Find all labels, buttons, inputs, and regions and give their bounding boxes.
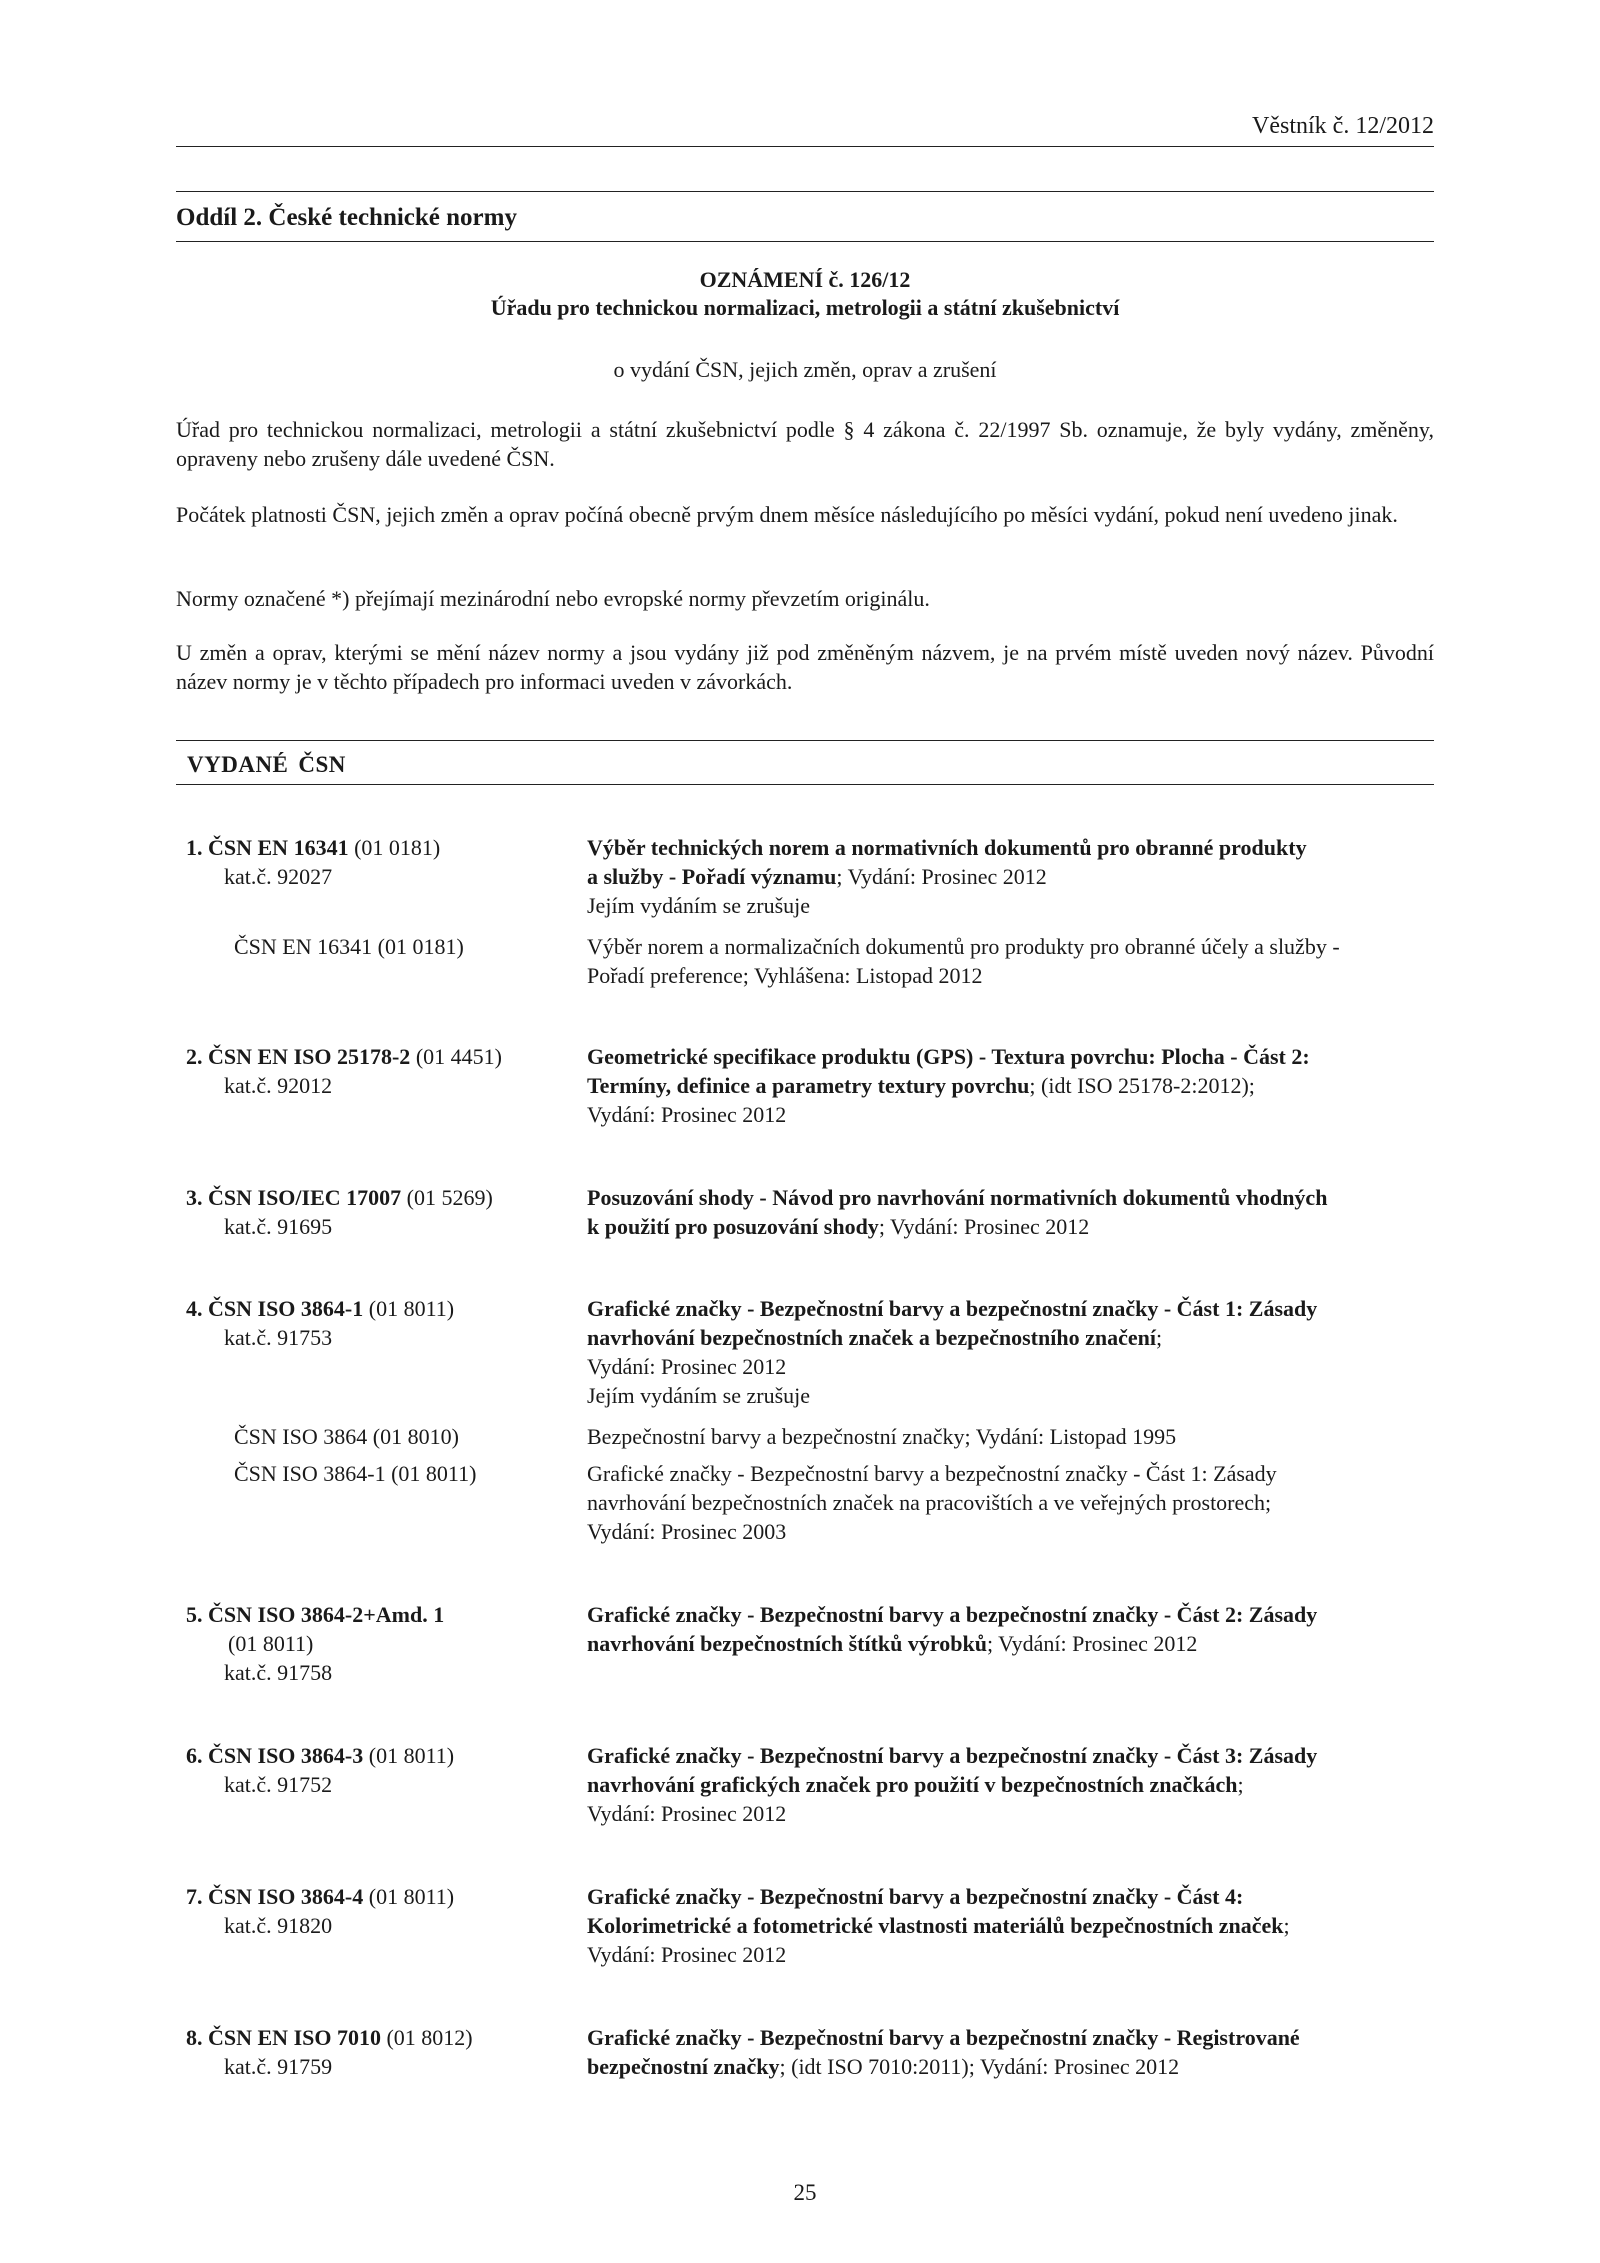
- document-page: Věstník č. 12/2012 Oddíl 2. České technické normy OZNÁMENÍ č. 126/12 Úřadu pro technickou normalizaci, metrologii a státní zkušebnictví o vydání ČSN, jejich změn, oprav a zrušení Úřad pro technickou normalizaci, metrologii a státní zkušebnictví podle § 4 zákona č. 22/1997 Sb. oznamuje, že byly vydány, změněny, opraveny nebo zrušeny dále uvedené ČSN. Počátek platnosti ČSN, jejich změn a oprav počíná obecně prvým dnem měsíce následujícího po měsíci vydání, pokud není uvedeno jinak. Normy označené *) přejímají mezinárodní nebo evropské normy převzetím originálu. U změn a oprav, kterými se mění název normy a jsou vydány již pod změněným názvem, je na prvém místě uveden nový název. Původní název normy je v těchto případech pro informaci uveden v závorkách. VYDANÉ ČSN 1. ČSN EN 16341 (01 0181) kat.č. 92027 Výběr technických norem a normativních dokumentů pro obranné produkty a služby - Pořadí významu; Vydání: Prosinec 2012 Jejím vydáním se zrušuje ČSN EN 16341 (01 0181) Výběr norem a normalizačních dokumentů pro produkty pro obranné účely a služby - Pořadí preference; Vyhlášena: Listopad 2012 2. ČSN EN ISO 25178-2 (01 4451) kat.č. 92012 Geometrické specifikace produktu (GPS) - Textura povrchu: Plocha - Část 2: Termíny, definice a parametry textury povrchu; (idt ISO 25178-2:2012); Vydání: Prosinec 2012 3. ČSN ISO/IEC 17007 (01 5269) kat.č. 91695 Posuzování shody - Návod pro navrhování normativních dokumentů vhodných k použití pro posuzování shody; Vydání: Prosinec 2012 4. ČSN ISO 3864-1 (01 8011) kat.č. 91753 Grafické značky - Bezpečnostní barvy a bezpečnostní značky - Část 1: Zásady navrhování bezpečnostních značek a bezpečnostního značení; Vydání: Prosinec 2012 Jejím vydáním se zrušuje ČSN ISO 3864 (01 8010) Bezpečnostní barvy a bezpečnostní značky; Vydání: Listopad 1995 ČSN ISO 3864-1 (01 8011) Grafické značky - Bezpečnostní barvy a bezpečnostní značky - Část 1: Zásady navrhování bezpečnostních značek na pracovištích a ve veřejných prostorech; Vydání: Prosinec 2003 5. ČSN ISO 3864-2+Amd. 1 (01 8011) kat.č. 91758 Grafické značky - Bezpečnostní barvy a bezpečnostní značky - Část 2: Zásady navrhování bezpečnostních štítků výrobků; Vydání: Prosinec 2012 6. ČSN ISO 3864-3 (01 8011) kat.č. 91752 Grafické značky - Bezpečnostní barvy a bezpečnostní značky - Část 3: Zásady navrhování grafických značek pro použití v bezpečnostních značkách; Vydání: Prosinec 2012 7. ČSN ISO 3864-4 (01 8011) kat.č. 91820 Grafické značky - Bezpečnostní barvy a bezpečnostní značky - Část 4: Kolorimetrické a fotometrické vlastnosti materiálů bezpečnostních značek; Vydání: Prosinec 2012 8. ČSN EN ISO 7010 (01 8012) kat.č. 91759 Grafické značky - Bezpečnostní barvy a bezpečnostní značky - Registrované bezpečnostní značky; (idt ISO 7010:2011); Vydání: Prosinec 2012 25: [0, 0, 1600, 2263]
- validity-paragraph: Počátek platnosti ČSN, jejich změn a oprav počíná obecně prvým dnem měsíce následujícího po měsíci vydání, pokud není uvedeno jinak.: [176, 502, 1398, 527]
- standard-id: 1. ČSN EN 16341 (01 0181) kat.č. 92027: [186, 833, 576, 891]
- cancels-note: Jejím vydáním se zrušuje: [587, 1383, 811, 1408]
- rename-paragraph: U změn a oprav, kterými se mění název normy a jsou vydány již pod změněným názvem, je na prvém místě uveden nový název. Původní název normy je v těchto případech pro informaci uveden v závorkách.: [176, 640, 1434, 694]
- standard-title: Posuzování shody - Návod pro navrhování normativních dokumentů vhodných k použití pro posuzování shody; Vydání: Prosinec 2012: [587, 1185, 1328, 1239]
- announcement-title: OZNÁMENÍ č. 126/12: [699, 267, 911, 292]
- standard-id: 4. ČSN ISO 3864-1 (01 8011) kat.č. 91753: [186, 1294, 576, 1352]
- adoption-paragraph: Normy označené *) přejímají mezinárodní nebo evropské normy převzetím originálu.: [176, 586, 930, 611]
- standard-id: 7. ČSN ISO 3864-4 (01 8011) kat.č. 91820: [186, 1882, 576, 1940]
- catalog-number: kat.č. 91695: [224, 1214, 333, 1239]
- catalog-number: kat.č. 92027: [224, 864, 333, 889]
- standard-title: Výběr technických norem a normativních dokumentů pro obranné produkty a služby - Pořadí významu; Vydání: Prosinec 2012 Jejím vydáním se zrušuje: [587, 835, 1307, 918]
- standard-id: 3. ČSN ISO/IEC 17007 (01 5269) kat.č. 91695: [186, 1183, 576, 1241]
- standard-id: 5. ČSN ISO 3864-2+Amd. 1 (01 8011) kat.č. 91758: [186, 1600, 576, 1687]
- page-number: 25: [793, 2180, 817, 2205]
- catalog-number: kat.č. 91759: [224, 2054, 333, 2079]
- vydane-rule-top: [176, 740, 1434, 741]
- section-rule-top: [176, 191, 1434, 192]
- standard-title: Grafické značky - Bezpečnostní barvy a bezpečnostní značky - Část 1: Zásady navrhování bezpečnostních značek a bezpečnostního značení; Vydání: Prosinec 2012 Jejím vydáním se zrušuje: [587, 1296, 1318, 1408]
- journal-header: Věstník č. 12/2012: [1252, 113, 1434, 139]
- replaced-code: ČSN ISO 3864 (01 8010): [234, 1424, 459, 1449]
- replaced-code: ČSN ISO 3864-1 (01 8011): [234, 1461, 477, 1486]
- catalog-number: kat.č. 91758: [224, 1660, 333, 1685]
- catalog-number: kat.č. 92012: [224, 1073, 333, 1098]
- section-title: Oddíl 2. České technické normy: [176, 204, 517, 231]
- header-rule: [176, 146, 1434, 147]
- standard-title: Geometrické specifikace produktu (GPS) - Textura povrchu: Plocha - Část 2: Termíny, definice a parametry textury povrchu; (idt ISO 25178-2:2012); Vydání: Prosinec 2012: [587, 1044, 1310, 1127]
- standard-id: 8. ČSN EN ISO 7010 (01 8012) kat.č. 91759: [186, 2023, 576, 2081]
- standard-id: 6. ČSN ISO 3864-3 (01 8011) kat.č. 91752: [186, 1741, 576, 1799]
- standard-id: 2. ČSN EN ISO 25178-2 (01 4451) kat.č. 92012: [186, 1042, 576, 1100]
- vydane-heading: VYDANÉ ČSN: [187, 752, 346, 777]
- standard-title: Grafické značky - Bezpečnostní barvy a bezpečnostní značky - Část 4: Kolorimetrické a fotometrické vlastnosti materiálů bezpečnostních značek; Vydání: Prosinec 2012: [587, 1884, 1290, 1967]
- announcement-subtitle: Úřadu pro technickou normalizaci, metrologii a státní zkušebnictví: [490, 295, 1120, 320]
- announcement-description: o vydání ČSN, jejich změn, oprav a zrušení: [613, 357, 997, 382]
- standard-title: Grafické značky - Bezpečnostní barvy a bezpečnostní značky - Část 2: Zásady navrhování bezpečnostních štítků výrobků; Vydání: Prosinec 2012: [587, 1602, 1318, 1656]
- catalog-number: kat.č. 91753: [224, 1325, 333, 1350]
- catalog-number: kat.č. 91752: [224, 1772, 333, 1797]
- catalog-number: kat.č. 91820: [224, 1913, 333, 1938]
- vydane-rule-bottom: [176, 784, 1434, 785]
- cancels-note: Jejím vydáním se zrušuje: [587, 893, 811, 918]
- replaced-code: ČSN EN 16341 (01 0181): [234, 934, 464, 959]
- standard-title: Grafické značky - Bezpečnostní barvy a bezpečnostní značky - Registrované bezpečnostní značky; (idt ISO 7010:2011); Vydání: Prosinec 2012: [587, 2025, 1300, 2079]
- intro-paragraph: Úřad pro technickou normalizaci, metrologii a státní zkušebnictví podle § 4 zákona č. 22/1997 Sb. oznamuje, že byly vydány, změněny, opraveny nebo zrušeny dále uvedené ČSN.: [176, 417, 1434, 471]
- section-rule-bottom: [176, 241, 1434, 242]
- standard-title: Grafické značky - Bezpečnostní barvy a bezpečnostní značky - Část 3: Zásady navrhování grafických značek pro použití v bezpečnostních značkách; Vydání: Prosinec 2012: [587, 1743, 1318, 1826]
